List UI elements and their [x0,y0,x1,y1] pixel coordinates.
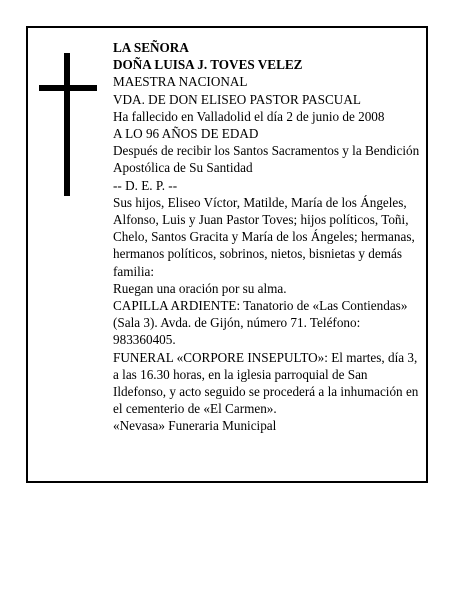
chapel-info: CAPILLA ARDIENTE: Tanatorio de «Las Contiendas» (Sala 3). Avda. de Gijón, número 71. Teléfono: 983360405. [113,298,408,348]
deceased-name: DOÑA LUISA J. TOVES VELEZ [113,57,303,73]
cross-icon [64,53,70,196]
death-date: Ha fallecido en Valladolid el día 2 de junio de 2008 [113,108,385,124]
obituary-text [113,39,423,435]
funeral-home: «Nevasa» Funeraria Municipal [113,418,277,434]
widow-of: VDA. DE DON ELISEO PASTOR PASCUAL [113,91,361,107]
family-list: Sus hijos, Eliseo Víctor, Matilde, María de los Ángeles, Alfonso, Luis y Juan Pastor Toves; hijos políticos, Toñi, Chelo, Santos Gracita y María de los Ángeles; hermanas, hermanos políticos, sobrinos, nietos, bisnietas y demás familia: [113,194,415,279]
rip: -- D. E. P. -- [113,177,178,193]
funeral-info: FUNERAL «CORPORE INSEPULTO»: El martes, día 3, a las 16.30 horas, en la iglesia parroquial de San Ildefonso, y acto seguido se procederá a la inhumación en el cementerio de «El Carmen». [113,349,419,417]
prayer-request: Ruegan una oración por su alma. [113,280,287,296]
sacraments: Después de recibir los Santos Sacramentos y la Bendición Apostólica de Su Santidad [113,143,420,176]
profession: MAESTRA NACIONAL [113,74,248,90]
age: A LO 96 AÑOS DE EDAD [113,126,259,142]
title-line-1: LA SEÑORA [113,40,189,55]
cross-icon-arm [39,85,97,91]
